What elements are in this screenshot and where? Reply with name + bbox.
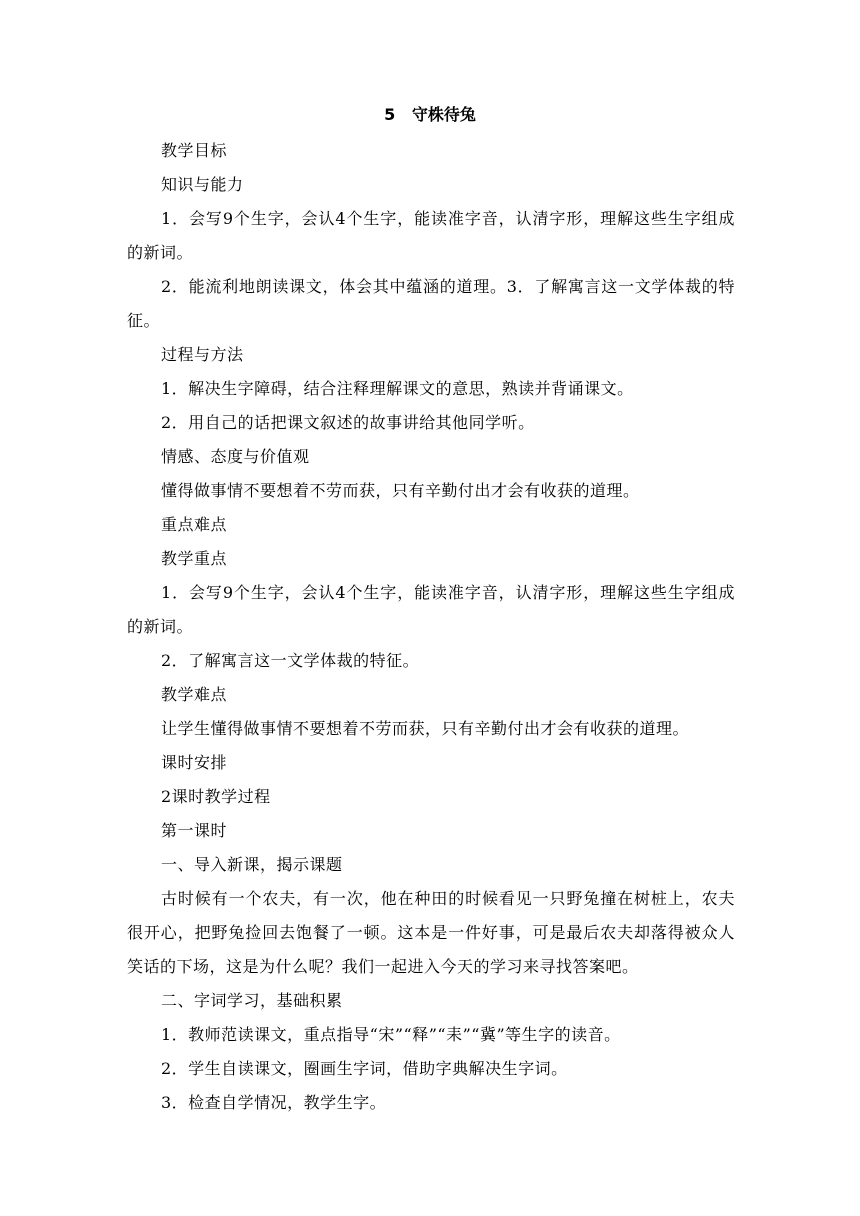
paragraph: 2．了解寓言这一文学体裁的特征。 bbox=[161, 651, 420, 670]
paragraph: 1．会写9个生字，会认4个生字，能读准字音，认清字形，理解这些生字组成的新词。 bbox=[127, 583, 735, 636]
paragraph: 1．解决生字障碍，结合注释理解课文的意思，熟读并背诵课文。 bbox=[161, 379, 634, 398]
section-heading: 一、导入新课，揭示课题 bbox=[161, 855, 343, 874]
document-body bbox=[127, 134, 735, 1120]
paragraph: 2课时教学过程 bbox=[161, 787, 271, 806]
section-heading: 重点难点 bbox=[161, 515, 228, 534]
subsection-heading: 第一课时 bbox=[161, 821, 228, 840]
paragraph: 古时候有一个农夫，有一次，他在种田的时候看见一只野兔撞在树桩上，农夫很开心，把野兔捡回去饱餐了一顿。这本是一件好事，可是最后农夫却落得被众人笑话的下场，这是为什么呢？我们一起进入今天的学习来寻找答案吧。 bbox=[127, 889, 735, 976]
paragraph: 懂得做事情不要想着不劳而获，只有辛勤付出才会有收获的道理。 bbox=[161, 481, 640, 500]
subsection-heading: 过程与方法 bbox=[161, 345, 244, 364]
subsection-heading: 情感、态度与价值观 bbox=[161, 447, 310, 466]
subsection-heading: 教学难点 bbox=[161, 685, 228, 704]
paragraph: 2．学生自读课文，圈画生字词，借助字典解决生字词。 bbox=[161, 1059, 568, 1078]
section-heading: 二、字词学习，基础积累 bbox=[161, 991, 343, 1010]
paragraph: 让学生懂得做事情不要想着不劳而获，只有辛勤付出才会有收获的道理。 bbox=[161, 719, 690, 738]
paragraph: 3．检查自学情况，教学生字。 bbox=[161, 1093, 387, 1112]
document-title: 5 守株待兔 bbox=[384, 105, 476, 124]
paragraph: 1．会写9个生字，会认4个生字，能读准字音，认清字形，理解这些生字组成的新词。 bbox=[127, 209, 735, 262]
paragraph: 2．用自己的话把课文叙述的故事讲给其他同学听。 bbox=[161, 413, 535, 432]
paragraph: 1．教师范读课文，重点指导“宋”“释”“耒”“冀”等生字的读音。 bbox=[161, 1025, 621, 1044]
subsection-heading: 教学重点 bbox=[161, 549, 228, 568]
section-heading: 教学目标 bbox=[161, 141, 228, 160]
paragraph: 2．能流利地朗读课文，体会其中蕴涵的道理。3．了解寓言这一文学体裁的特征。 bbox=[127, 277, 735, 330]
section-heading: 课时安排 bbox=[161, 753, 228, 772]
subsection-heading: 知识与能力 bbox=[161, 175, 244, 194]
